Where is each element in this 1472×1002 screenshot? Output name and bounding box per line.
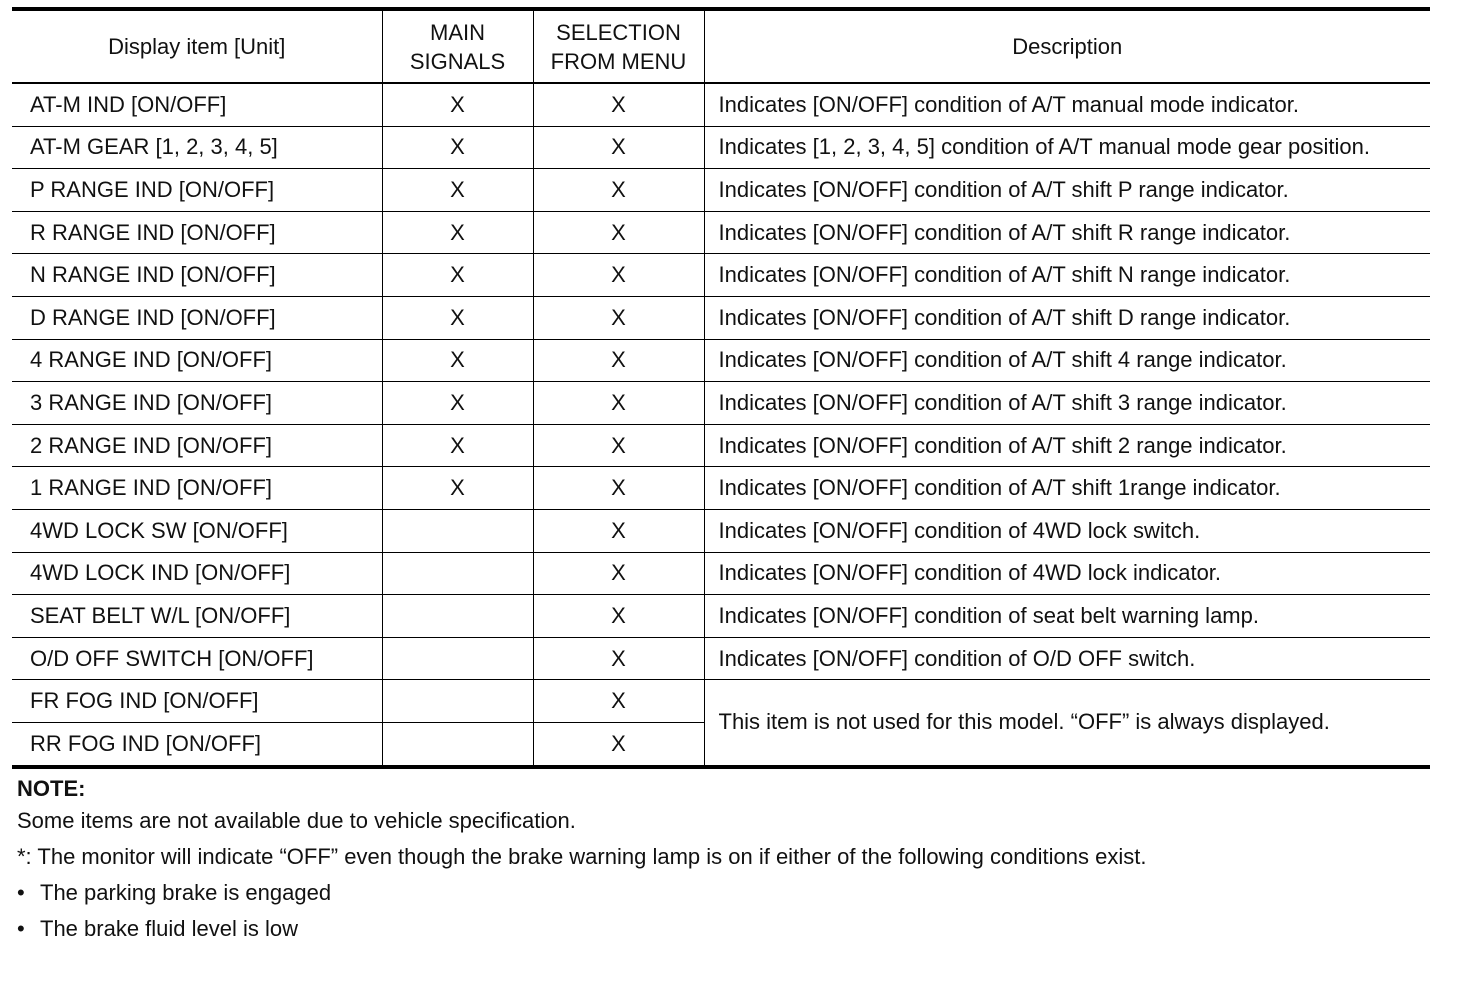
table-row xyxy=(12,211,1430,254)
main-signals-cell xyxy=(382,680,533,723)
header-main-signals-line-1: MAIN xyxy=(430,19,485,45)
description-cell: Indicates [ON/OFF] condition of A/T shift D range indicator. xyxy=(704,296,1430,339)
table-row xyxy=(12,637,1430,680)
merged-description-cell: This item is not used for this model. “OFF” is always displayed. xyxy=(704,680,1430,767)
selection-from-menu-cell: X xyxy=(533,509,704,552)
header-selection-line-2: FROM MENU xyxy=(550,48,687,74)
table-row xyxy=(12,382,1430,425)
description-cell: Indicates [ON/OFF] condition of A/T shift 3 range indicator. xyxy=(704,382,1430,425)
description-cell: Indicates [ON/OFF] condition of A/T manual mode indicator. xyxy=(704,83,1430,126)
display-item-cell: AT-M IND [ON/OFF] xyxy=(12,83,382,126)
display-item-cell: D RANGE IND [ON/OFF] xyxy=(12,296,382,339)
description-cell: Indicates [ON/OFF] condition of A/T shift N range indicator. xyxy=(704,254,1430,297)
description-cell: Indicates [ON/OFF] condition of A/T shift 2 range indicator. xyxy=(704,424,1430,467)
main-signals-cell: X xyxy=(382,83,533,126)
header-main-signals-line-2: SIGNALS xyxy=(409,48,506,74)
display-item-cell: 4WD LOCK SW [ON/OFF] xyxy=(12,509,382,552)
header-selection-from-menu xyxy=(533,9,704,83)
display-item-cell: FR FOG IND [ON/OFF] xyxy=(12,680,382,723)
description-cell: Indicates [ON/OFF] condition of A/T shift 1range indicator. xyxy=(704,467,1430,510)
main-signals-cell: X xyxy=(382,424,533,467)
note-bullet-text: The parking brake is engaged xyxy=(40,880,332,905)
table-header xyxy=(12,9,1430,83)
selection-from-menu-cell: X xyxy=(533,467,704,510)
description-cell: Indicates [ON/OFF] condition of 4WD lock switch. xyxy=(704,509,1430,552)
selection-from-menu-cell: X xyxy=(533,254,704,297)
selection-from-menu-cell: X xyxy=(533,680,704,723)
main-signals-cell: X xyxy=(382,126,533,169)
display-item-cell: N RANGE IND [ON/OFF] xyxy=(12,254,382,297)
main-signals-cell: X xyxy=(382,254,533,297)
table-row xyxy=(12,126,1430,169)
main-signals-cell: X xyxy=(382,169,533,212)
bullet-marker: • xyxy=(17,916,25,941)
table-row xyxy=(12,680,1430,723)
table-row xyxy=(12,424,1430,467)
table-row xyxy=(12,595,1430,638)
main-signals-cell xyxy=(382,595,533,638)
selection-from-menu-cell: X xyxy=(533,211,704,254)
selection-from-menu-cell: X xyxy=(533,637,704,680)
main-signals-cell: X xyxy=(382,467,533,510)
header-display-item: Display item [Unit] xyxy=(12,9,382,83)
main-signals-cell xyxy=(382,722,533,766)
main-signals-cell xyxy=(382,509,533,552)
table-row xyxy=(12,467,1430,510)
header-selection-line-1: SELECTION xyxy=(556,19,681,45)
display-item-cell: R RANGE IND [ON/OFF] xyxy=(12,211,382,254)
selection-from-menu-cell: X xyxy=(533,169,704,212)
description-cell: Indicates [ON/OFF] condition of A/T shift R range indicator. xyxy=(704,211,1430,254)
main-signals-cell: X xyxy=(382,382,533,425)
display-item-cell: 4 RANGE IND [ON/OFF] xyxy=(12,339,382,382)
selection-from-menu-cell: X xyxy=(533,339,704,382)
main-signals-cell: X xyxy=(382,211,533,254)
selection-from-menu-cell: X xyxy=(533,424,704,467)
main-signals-cell xyxy=(382,637,533,680)
description-cell: Indicates [ON/OFF] condition of seat belt warning lamp. xyxy=(704,595,1430,638)
header-row xyxy=(12,9,1430,83)
description-cell: Indicates [ON/OFF] condition of A/T shift 4 range indicator. xyxy=(704,339,1430,382)
main-signals-cell: X xyxy=(382,339,533,382)
display-item-cell: 2 RANGE IND [ON/OFF] xyxy=(12,424,382,467)
selection-from-menu-cell: X xyxy=(533,552,704,595)
table-row xyxy=(12,83,1430,126)
note-line-monitor: *: The monitor will indicate “OFF” even though the brake warning lamp is on if either of the following conditions exist. xyxy=(17,844,1147,869)
note-title: NOTE: xyxy=(17,776,86,801)
table-row xyxy=(12,552,1430,595)
display-item-cell: AT-M GEAR [1, 2, 3, 4, 5] xyxy=(12,126,382,169)
bullet-marker: • xyxy=(17,880,25,905)
description-cell: Indicates [ON/OFF] condition of A/T shift P range indicator. xyxy=(704,169,1430,212)
display-item-cell: O/D OFF SWITCH [ON/OFF] xyxy=(12,637,382,680)
note-bullet-item xyxy=(17,911,1427,947)
description-cell: Indicates [ON/OFF] condition of O/D OFF switch. xyxy=(704,637,1430,680)
display-item-cell: 1 RANGE IND [ON/OFF] xyxy=(12,467,382,510)
description-cell: Indicates [1, 2, 3, 4, 5] condition of A/T manual mode gear position. xyxy=(704,126,1430,169)
header-description: Description xyxy=(704,9,1430,83)
selection-from-menu-cell: X xyxy=(533,296,704,339)
display-item-cell: 4WD LOCK IND [ON/OFF] xyxy=(12,552,382,595)
selection-from-menu-cell: X xyxy=(533,83,704,126)
display-item-cell: RR FOG IND [ON/OFF] xyxy=(12,722,382,766)
note-line-availability: Some items are not available due to vehicle specification. xyxy=(17,808,576,833)
main-signals-cell xyxy=(382,552,533,595)
table-row xyxy=(12,254,1430,297)
table-row xyxy=(12,509,1430,552)
selection-from-menu-cell: X xyxy=(533,382,704,425)
display-item-cell: P RANGE IND [ON/OFF] xyxy=(12,169,382,212)
selection-from-menu-cell: X xyxy=(533,126,704,169)
table-row xyxy=(12,169,1430,212)
description-cell: Indicates [ON/OFF] condition of 4WD lock indicator. xyxy=(704,552,1430,595)
header-main-signals xyxy=(382,9,533,83)
table-row xyxy=(12,296,1430,339)
display-item-cell: SEAT BELT W/L [ON/OFF] xyxy=(12,595,382,638)
selection-from-menu-cell: X xyxy=(533,722,704,766)
note-section xyxy=(17,775,1427,947)
display-items-table xyxy=(12,7,1430,769)
main-signals-cell: X xyxy=(382,296,533,339)
selection-from-menu-cell: X xyxy=(533,595,704,638)
note-bullet-text: The brake fluid level is low xyxy=(40,916,299,941)
display-item-cell: 3 RANGE IND [ON/OFF] xyxy=(12,382,382,425)
table-body xyxy=(12,83,1430,767)
note-bullet-item xyxy=(17,875,1427,911)
table-row xyxy=(12,339,1430,382)
